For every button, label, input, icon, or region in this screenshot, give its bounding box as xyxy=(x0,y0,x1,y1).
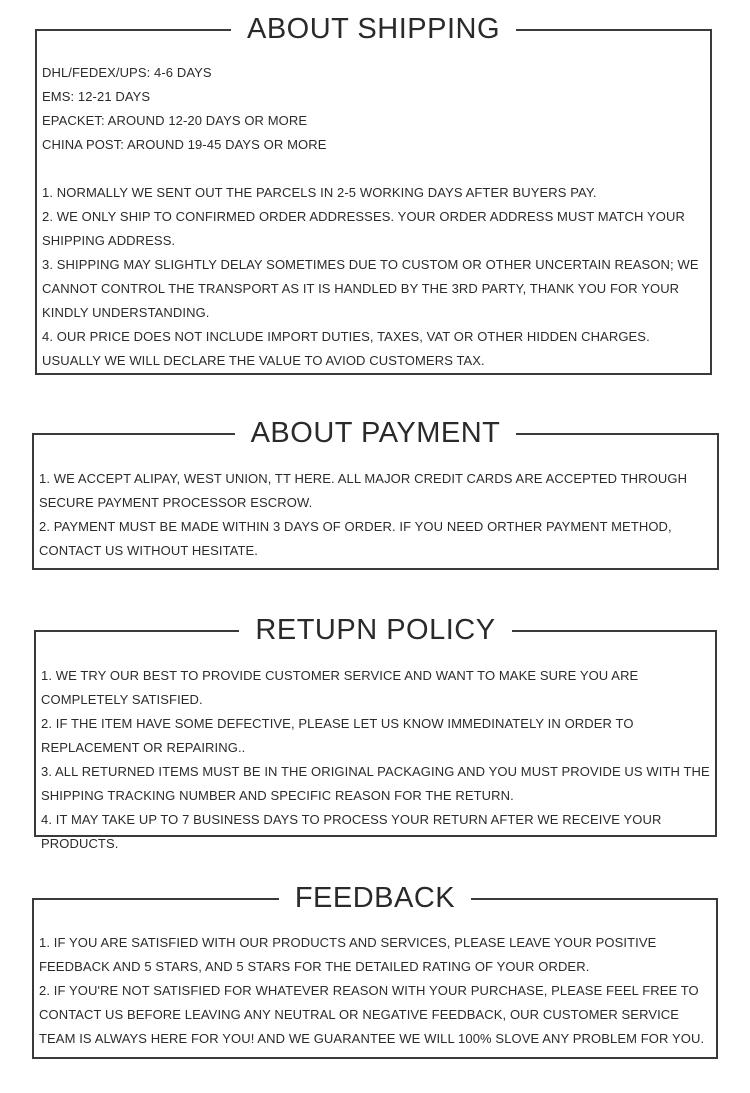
payment-section xyxy=(32,417,719,570)
return-item-4: 4. IT MAY TAKE UP TO 7 BUSINESS DAYS TO PROCESS YOUR RETURN AFTER WE RECEIVE YOUR PRODUCTS. xyxy=(41,812,662,851)
shipping-item-4: 4. OUR PRICE DOES NOT INCLUDE IMPORT DUTIES, TAXES, VAT OR OTHER HIDDEN CHARGES. USUALLY WE WILL DECLARE THE VALUE TO AVIOD CUSTOMERS TAX. xyxy=(42,329,650,368)
feedback-section xyxy=(32,882,718,1059)
shipping-carrier-ems: EMS: 12-21 DAYS xyxy=(42,89,151,104)
shipping-spacer xyxy=(42,157,705,181)
payment-title: ABOUT PAYMENT xyxy=(235,415,517,451)
shipping-title: ABOUT SHIPPING xyxy=(231,11,516,47)
shipping-carrier-dhl: DHL/FEDEX/UPS: 4-6 DAYS xyxy=(42,65,212,80)
return-item-2: 2. IF THE ITEM HAVE SOME DEFECTIVE, PLEASE LET US KNOW IMMEDINATELY IN ORDER TO REPLACEMENT OR REPAIRING.. xyxy=(41,716,634,755)
shipping-section xyxy=(35,13,712,375)
feedback-item-1: 1. IF YOU ARE SATISFIED WITH OUR PRODUCTS AND SERVICES, PLEASE LEAVE YOUR POSITIVE FEEDBACK AND 5 STARS, AND 5 STARS FOR THE DETAILED RATING OF YOUR ORDER. xyxy=(39,935,657,974)
feedback-item-2: 2. IF YOU'RE NOT SATISFIED FOR WHATEVER REASON WITH YOUR PURCHASE, PLEASE FEEL FREE TO CONTACT US BEFORE LEAVING ANY NEUTRAL OR NEGATIVE FEEDBACK, OUR CUSTOMER SERVICE TEAM IS ALWAYS HERE FOR YOU! AND WE GUARANTEE WE WILL 100% SLOVE ANY PROBLEM FOR YOU. xyxy=(39,983,705,1046)
return-item-3: 3. ALL RETURNED ITEMS MUST BE IN THE ORIGINAL PACKAGING AND YOU MUST PROVIDE US WITH THE SHIPPING TRACKING NUMBER AND SPECIFIC REASON FOR THE RETURN. xyxy=(41,764,710,803)
payment-body xyxy=(39,467,712,563)
return-policy-section xyxy=(34,614,717,851)
payment-item-1: 1. WE ACCEPT ALIPAY, WEST UNION, TT HERE. ALL MAJOR CREDIT CARDS ARE ACCEPTED THROUGH SECURE PAYMENT PROCESSOR ESCROW. xyxy=(39,471,688,510)
shipping-carrier-chinapost: CHINA POST: AROUND 19-45 DAYS OR MORE xyxy=(42,137,327,152)
return-item-1: 1. WE TRY OUR BEST TO PROVIDE CUSTOMER SERVICE AND WANT TO MAKE SURE YOU ARE COMPLETELY SATISFIED. xyxy=(41,668,639,707)
return-policy-title-wrap xyxy=(36,612,715,648)
return-policy-body xyxy=(41,664,710,856)
payment-item-2: 2. PAYMENT MUST BE MADE WITHIN 3 DAYS OF ORDER. IF YOU NEED ORTHER PAYMENT METHOD, CONTACT US WITHOUT HESITATE. xyxy=(39,519,672,558)
shipping-body xyxy=(42,61,705,373)
return-policy-title: RETUPN POLICY xyxy=(239,612,511,648)
shipping-item-3: 3. SHIPPING MAY SLIGHTLY DELAY SOMETIMES DUE TO CUSTOM OR OTHER UNCERTAIN REASON; WE CANNOT CONTROL THE TRANSPORT AS IT IS HANDLED BY THE 3RD PARTY, THANK YOU FOR YOUR KINDLY UNDERSTANDING. xyxy=(42,257,699,320)
shipping-carrier-epacket: EPACKET: AROUND 12-20 DAYS OR MORE xyxy=(42,113,308,128)
payment-title-wrap xyxy=(34,415,717,451)
feedback-body xyxy=(39,931,711,1051)
shipping-item-2: 2. WE ONLY SHIP TO CONFIRMED ORDER ADDRESSES. YOUR ORDER ADDRESS MUST MATCH YOUR SHIPPING ADDRESS. xyxy=(42,209,685,248)
feedback-title: FEEDBACK xyxy=(279,880,471,916)
feedback-title-wrap xyxy=(34,880,716,916)
shipping-title-wrap xyxy=(37,11,710,47)
shipping-item-1: 1. NORMALLY WE SENT OUT THE PARCELS IN 2-5 WORKING DAYS AFTER BUYERS PAY. xyxy=(42,185,597,200)
